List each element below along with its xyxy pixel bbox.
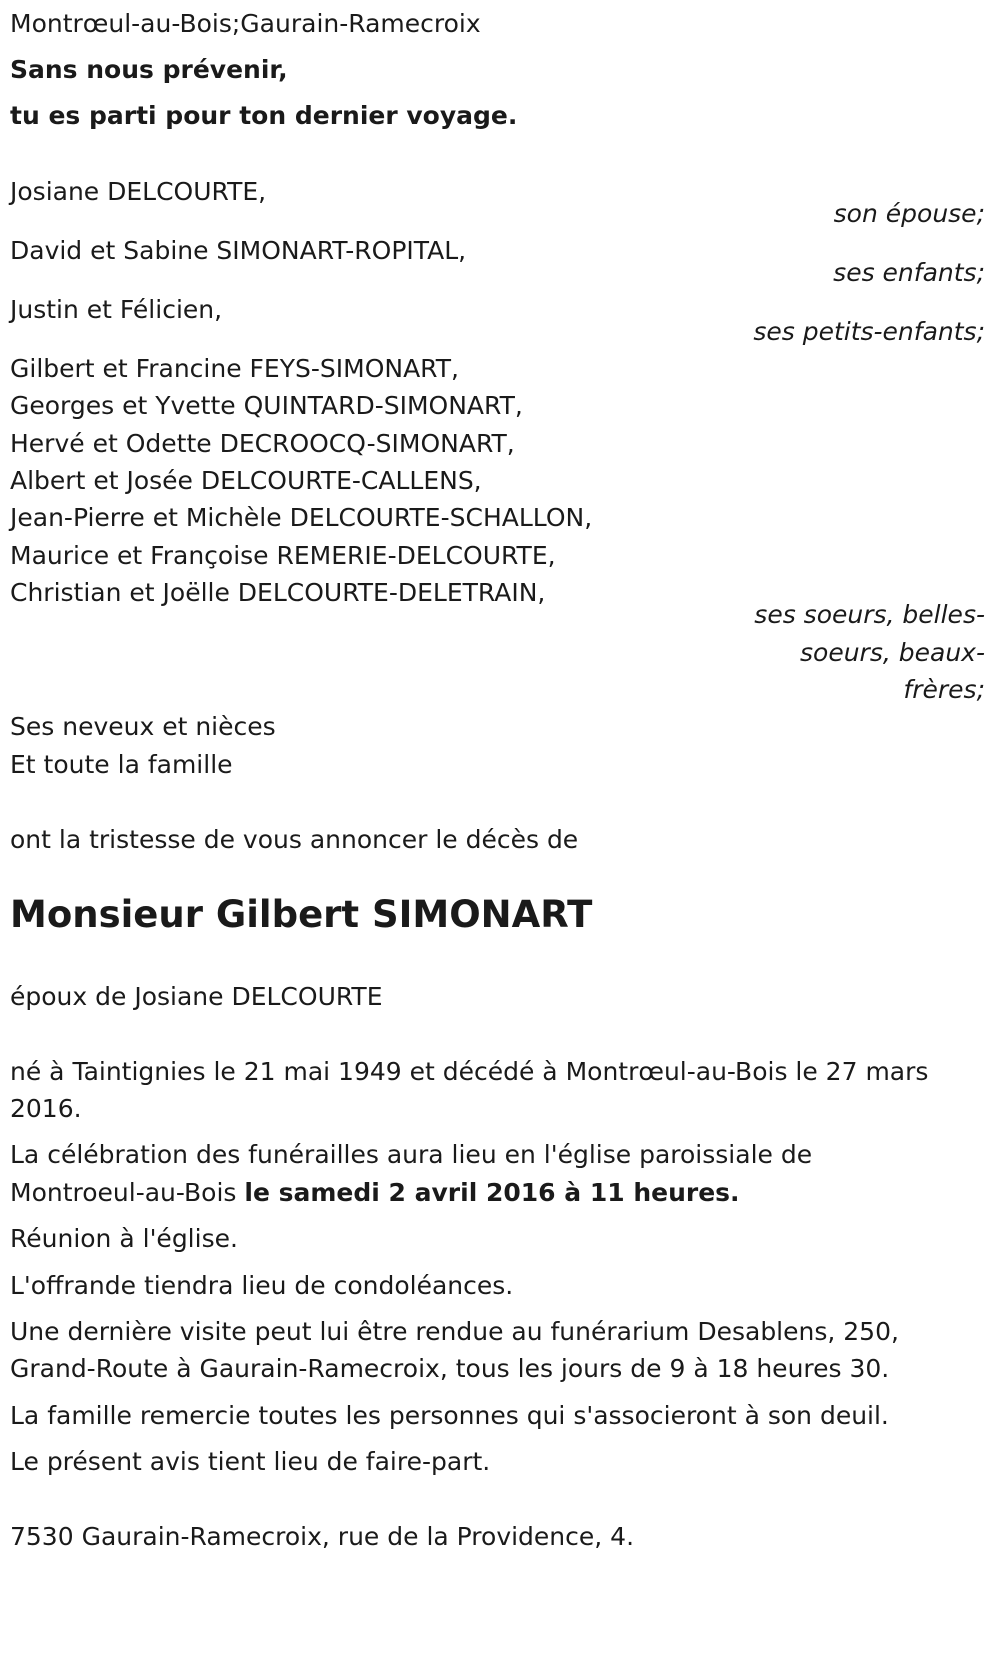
siblings-role-line-2: soeurs, beaux- [800,638,985,667]
sibling-name: Albert et Josée DELCOURTE-CALLENS, [10,466,482,495]
spouse-name: Josiane DELCOURTE, [10,177,267,206]
whole-family: Et toute la famille [10,750,233,779]
funeral-place: Montroeul-au-Bois [10,1178,245,1207]
quote-line-1: Sans nous prévenir, [10,55,288,84]
funeral-date: le samedi 2 avril 2016 à 11 heures. [244,1178,740,1207]
spouse-role: son épouse; [833,199,985,228]
sibling-name: Jean-Pierre et Michèle DELCOURTE-SCHALLON, [10,503,593,532]
notice: Le présent avis tient lieu de faire-part. [10,1447,491,1476]
siblings-role-line-3: frères; [903,675,985,704]
header-location: Montrœul-au-Bois;Gaurain-Ramecroix [10,9,481,38]
sibling-name: Maurice et Françoise REMERIE-DELCOURTE, [10,541,556,570]
grandchildren-role: ses petits-enfants; [753,317,985,346]
address: 7530 Gaurain-Ramecroix, rue de la Providence, 4. [10,1522,635,1551]
grandchildren-name: Justin et Félicien, [10,295,223,324]
thanks: La famille remercie toutes les personnes qui s'associeront à son deuil. [10,1401,889,1430]
gathering: Réunion à l'église. [10,1224,238,1253]
children-role: ses enfants; [833,258,985,287]
sibling-name: Hervé et Odette DECROOCQ-SIMONART, [10,429,515,458]
birth-death-line-1: né à Taintignies le 21 mai 1949 et décédé à Montrœul-au-Bois le 27 mars [10,1057,929,1086]
deceased-name: Monsieur Gilbert SIMONART [10,893,593,936]
birth-death-line-2: 2016. [10,1094,82,1123]
visit-line-1: Une dernière visite peut lui être rendue au funérarium Desablens, 250, [10,1317,899,1346]
sibling-name: Christian et Joëlle DELCOURTE-DELETRAIN, [10,578,546,607]
funeral-line-2 [10,1173,740,1213]
nephews-nieces: Ses neveux et nièces [10,712,276,741]
children-name: David et Sabine SIMONART-ROPITAL, [10,236,467,265]
funeral-line-1: La célébration des funérailles aura lieu en l'église paroissiale de [10,1140,813,1169]
siblings-role-line-1: ses soeurs, belles- [754,600,985,629]
offering: L'offrande tiendra lieu de condoléances. [10,1271,514,1300]
visit-line-2: Grand-Route à Gaurain-Ramecroix, tous les jours de 9 à 18 heures 30. [10,1354,890,1383]
announcement: ont la tristesse de vous annoncer le décès de [10,825,579,854]
spouse-line: époux de Josiane DELCOURTE [10,982,383,1011]
sibling-name: Gilbert et Francine FEYS-SIMONART, [10,354,459,383]
sibling-name: Georges et Yvette QUINTARD-SIMONART, [10,391,523,420]
quote-line-2: tu es parti pour ton dernier voyage. [10,101,518,130]
